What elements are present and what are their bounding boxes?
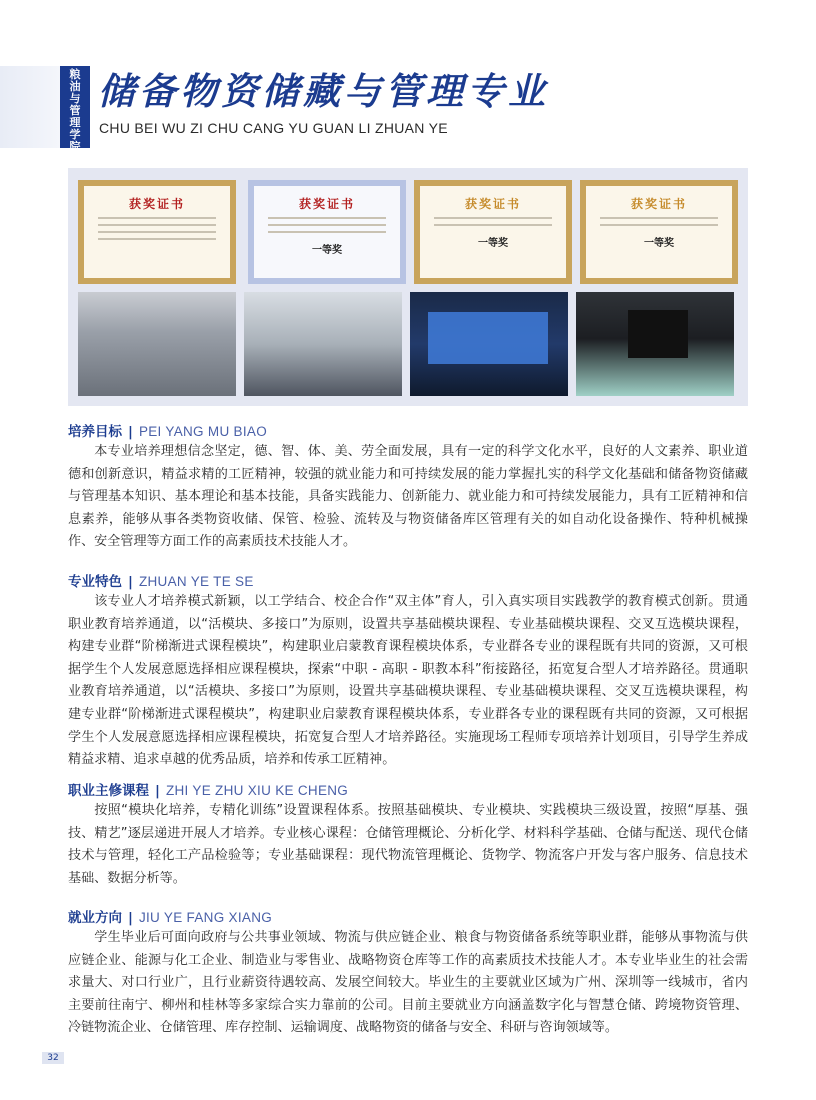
certificate-award: 一等奖 bbox=[644, 238, 674, 249]
data-center-photo bbox=[410, 292, 568, 396]
header-left-band bbox=[0, 66, 60, 148]
section-title: 专业特色 bbox=[68, 574, 122, 590]
side-tab-char: 管 bbox=[69, 104, 81, 117]
lab-photo bbox=[576, 292, 734, 396]
certificate-award: 一等奖 bbox=[312, 245, 342, 256]
section-heading: 培养目标 | PEI YANG MU BIAO bbox=[68, 424, 268, 440]
award-certificate bbox=[580, 180, 738, 284]
section-body: 按照“模块化培养，专精化训练”设置课程体系。按照基础模块、专业模块、实践模块三级设置，按照“厚基、强技、精艺”逐层递进开展人才培养。专业核心课程：仓储管理概论、分析化学、材料科学基础、仓储与配送、现代仓储技术与管理，轻化工产品检验等；专业基础课程：现代物流管理概论、货物学、物流客户开发与客户服务、信息技术基础、数据分析等。 bbox=[68, 803, 748, 886]
section-heading: 职业主修课程 | ZHI YE ZHU XIU KE CHENG bbox=[68, 783, 349, 799]
section-title: 培养目标 bbox=[68, 424, 122, 440]
section-body: 本专业培养理想信念坚定，德、智、体、美、劳全面发展，具有一定的科学文化水平，良好的人文素养、职业道德和创新意识，精益求精的工匠精神，较强的就业能力和可持续发展的能力掌握扎实的科学文化基础和储备物资储藏与管理基本知识、基本理论和基本技能，具备实践能力、创新能力、就业能力和可持续发展能力，具有工匠精神和信息素养，能够从事各类物资收储、保管、检验、流转及与物资储备库区管理有关的如自动化设备操作、特种机械操作、安全管理等方面工作的高素质技术技能人才。 bbox=[68, 444, 748, 550]
award-certificate bbox=[248, 180, 406, 284]
page-number: 32 bbox=[42, 1052, 64, 1064]
award-certificate bbox=[414, 180, 572, 284]
page-subtitle-pinyin: CHU BEI WU ZI CHU CANG YU GUAN LI ZHUAN YE bbox=[99, 120, 448, 136]
college-side-tab bbox=[60, 66, 90, 153]
section-heading: 专业特色 | ZHUAN YE TE SE bbox=[68, 574, 254, 590]
section-title: 就业方向 bbox=[68, 910, 122, 926]
page-title: 储备物资储藏与管理专业 bbox=[98, 70, 549, 113]
photo-gallery bbox=[68, 168, 748, 406]
certificate-title: 获奖证书 bbox=[128, 197, 185, 211]
section-body: 该专业人才培养模式新颖，以工学结合、校企合作“双主体”育人，引入真实项目实践教学的教育模式创新。贯通职业教育培养通道，以“活模块、多接口”为原则，设置共享基础模块课程、专业基础模块课程、交叉互选模块课程，构建专业群“阶梯渐进式课程模块”，构建职业启蒙教育课程模块体系，专业群各专业的课程既有共同的资源，又可根据学生个人发展意愿选择相应课程模块，探索“中职 - 高职 - 职教本科”衔接路径，拓宽复合型人才培养路径。贯通职业教育培养通道，以“活模块、多接口”为原则，设置共享基础模块课程、专业基础模块课程、交叉互选模块课程，构建专业群“阶梯渐进式课程模块”，构建职业启蒙教育课程模块体系，专业群各专业的课程既有共同的资源，又可根据学生个人发展意愿选择相应课程模块，拓宽复合型人才培养路径。实施现场工程师专项培养计划项目，引导学生养成精益求精、追求卓越的优秀品质，培养和传承工匠精神。 bbox=[68, 594, 748, 768]
certificate-title: 获奖证书 bbox=[630, 197, 687, 211]
warehouse-training-photo bbox=[244, 292, 402, 396]
award-certificate bbox=[78, 180, 236, 284]
certificate-award: 一等奖 bbox=[478, 238, 508, 249]
section-body: 学生毕业后可面向政府与公共事业领域、物流与供应链企业、粮食与物资储备系统等职业群，能够从事物流与供应链企业、能源与化工企业、制造业与零售业、战略物资仓库等工作的高素质技术技能人才。本专业毕业生的社会需求量大、对口行业广，且行业薪资待遇较高、发展空间较大。毕业生的主要就业区域为广州、深圳等一线城市，省内主要前往南宁、柳州和桂林等多家综合实力靠前的公司。目前主要就业方向涵盖数字化与智慧仓储、跨境物资管理、冷链物流企业、仓储管理、库存控制、运输调度、战略物资的储备与安全、科研与咨询领域等。 bbox=[68, 930, 748, 1036]
certificate-title: 获奖证书 bbox=[464, 197, 521, 211]
section-title-pinyin: PEI YANG MU BIAO bbox=[138, 424, 268, 439]
section-title-pinyin: ZHI YE ZHU XIU KE CHENG bbox=[165, 783, 349, 798]
side-tab-char: 理 bbox=[69, 116, 81, 129]
side-tab-char: 粮 bbox=[69, 68, 81, 81]
section-heading: 就业方向 | JIU YE FANG XIANG bbox=[68, 910, 273, 926]
classroom-photo bbox=[78, 292, 236, 396]
section-title: 职业主修课程 bbox=[68, 783, 149, 799]
side-tab-char: 与 bbox=[69, 92, 81, 105]
section-title-pinyin: ZHUAN YE TE SE bbox=[138, 574, 254, 589]
side-tab-char: 院 bbox=[69, 140, 81, 153]
side-tab-char: 学 bbox=[69, 128, 81, 141]
section-title-pinyin: JIU YE FANG XIANG bbox=[138, 910, 273, 925]
certificate-title: 获奖证书 bbox=[298, 197, 355, 211]
side-tab-char: 油 bbox=[69, 80, 81, 93]
